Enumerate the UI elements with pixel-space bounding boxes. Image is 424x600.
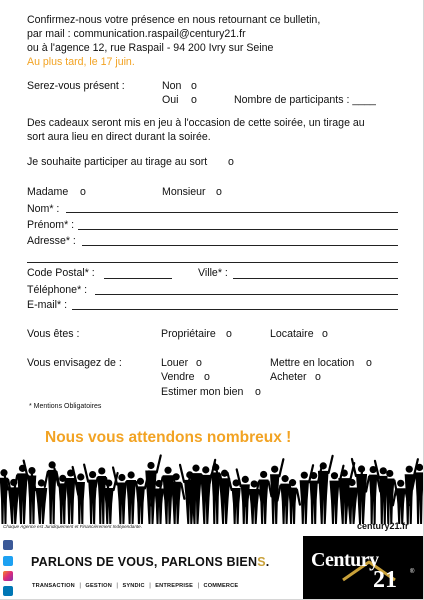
facebook-icon[interactable]: [3, 540, 13, 550]
disclaimer: Chaque Agence est Juridiquement et Financièrement Indépendante.: [3, 524, 143, 529]
headline: Nous vous attendons nombreux !: [45, 429, 292, 446]
slogan: [31, 555, 269, 569]
telephone-input[interactable]: [95, 294, 398, 295]
let-label: Mettre en location: [270, 357, 355, 369]
sell-label: Vendre: [161, 371, 195, 383]
logo-number: 21: [373, 567, 397, 593]
slogan-accent: S: [257, 555, 266, 569]
tenant-radio[interactable]: o: [322, 328, 328, 340]
raffle-text-2: sort aura lieu en direct durant la soirée.: [27, 131, 211, 143]
slogan-main: PARLONS DE VOUS, PARLONS BIEN: [31, 555, 258, 569]
separator: |: [149, 583, 151, 589]
code-postal-label: Code Postal* :: [27, 267, 95, 279]
person-silhouette: [45, 461, 60, 524]
option-no-label: Non: [162, 80, 182, 92]
estimate-label: Estimer mon bien: [161, 386, 244, 398]
prenom-input[interactable]: [78, 229, 398, 230]
nom-input[interactable]: [66, 212, 398, 213]
participants-field[interactable]: Nombre de participants : ____: [234, 94, 376, 106]
option-yes-radio[interactable]: o: [191, 94, 197, 106]
service-transaction: TRANSACTION: [32, 583, 75, 589]
prenom-label: Prénom* :: [27, 219, 75, 231]
presence-question: Serez-vous présent :: [27, 80, 125, 92]
sell-checkbox[interactable]: o: [204, 371, 210, 383]
owner-radio[interactable]: o: [226, 328, 232, 340]
raffle-checkbox[interactable]: o: [228, 156, 234, 168]
century21-logo: [303, 536, 423, 600]
intro-line-3: ou à l'agence 12, rue Raspail - 94 200 Ivry sur Seine: [27, 42, 274, 54]
services-bar: [32, 574, 238, 592]
rent-checkbox[interactable]: o: [196, 357, 202, 369]
person-silhouette: [73, 467, 85, 524]
adresse-label: Adresse* :: [27, 235, 76, 247]
instagram-icon[interactable]: [3, 571, 13, 581]
service-commerce: COMMERCE: [203, 583, 239, 589]
separator: |: [197, 583, 200, 589]
email-label: E-mail* :: [27, 299, 68, 311]
person-silhouette: [54, 468, 67, 524]
adresse-input-line-2[interactable]: [27, 262, 398, 263]
madame-label: Madame: [27, 186, 69, 198]
estimate-checkbox[interactable]: o: [255, 386, 261, 398]
separator: |: [116, 583, 118, 589]
service-syndic: SYNDIC: [122, 583, 145, 589]
adresse-input[interactable]: [82, 245, 398, 246]
status-label: Vous êtes :: [27, 328, 80, 340]
raffle-participate-label: Je souhaite participer au tirage au sort: [27, 156, 208, 168]
ville-input[interactable]: [233, 278, 398, 279]
separator: |: [79, 583, 81, 589]
intro-line-2: par mail : communication.raspail@century21.fr: [27, 28, 246, 40]
logo-wordmark: Century: [311, 549, 379, 571]
option-no-radio[interactable]: o: [191, 80, 197, 92]
mandatory-note: * Mentions Obligatoires: [29, 403, 102, 410]
person-silhouette: [405, 459, 418, 524]
raffle-text-1: Des cadeaux seront mis en jeu à l'occasion de cette soirée, un tirage au: [27, 117, 365, 129]
crowd-silhouette: [0, 452, 424, 524]
intro-line-1: Confirmez-nous votre présence en nous retournant ce bulletin,: [27, 14, 321, 26]
linkedin-icon[interactable]: [3, 586, 13, 596]
nom-label: Nom* :: [27, 203, 60, 215]
deadline-text: Au plus tard, le 17 juin.: [27, 56, 135, 68]
ville-label: Ville* :: [198, 267, 228, 279]
rent-label: Louer: [161, 357, 189, 369]
madame-radio[interactable]: o: [80, 186, 86, 198]
project-label: Vous envisagez de :: [27, 357, 122, 369]
person-silhouette: [113, 468, 127, 524]
service-entreprise: ENTREPRISE: [155, 583, 193, 589]
owner-label: Propriétaire: [161, 328, 216, 340]
option-yes-label: Oui: [162, 94, 179, 106]
buy-checkbox[interactable]: o: [315, 371, 321, 383]
person-silhouette: [375, 461, 388, 524]
code-postal-input[interactable]: [104, 278, 172, 279]
telephone-label: Téléphone* :: [27, 284, 88, 296]
email-input[interactable]: [72, 309, 398, 310]
person-silhouette: [84, 465, 97, 524]
monsieur-label: Monsieur: [162, 186, 206, 198]
logo-registered: ®: [410, 569, 415, 575]
tenant-label: Locataire: [270, 328, 314, 340]
twitter-icon[interactable]: [3, 556, 13, 566]
monsieur-radio[interactable]: o: [216, 186, 222, 198]
let-checkbox[interactable]: o: [366, 357, 372, 369]
service-gestion: GESTION: [85, 583, 112, 589]
slogan-punct: .: [265, 555, 270, 569]
buy-label: Acheter: [270, 371, 307, 383]
website[interactable]: century21.fr: [357, 521, 409, 531]
